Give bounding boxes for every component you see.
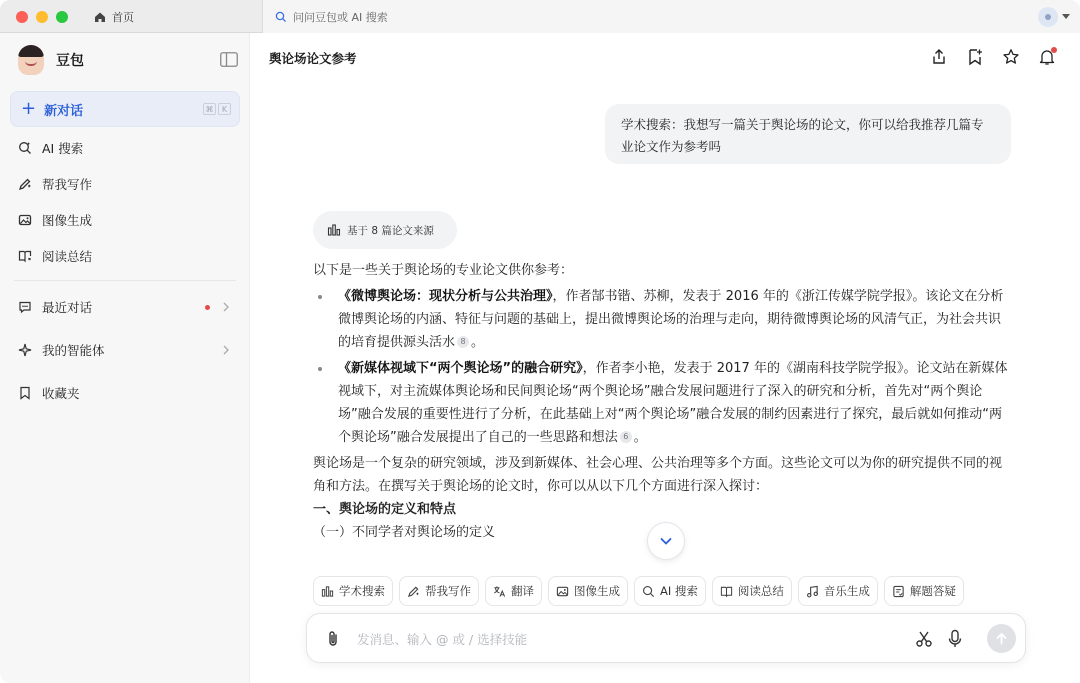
send-button[interactable] (987, 624, 1016, 653)
sidebar-item-recent-chats[interactable] (18, 296, 234, 318)
skill-academic-search[interactable] (313, 576, 393, 606)
citation-badge[interactable]: 8 (457, 336, 469, 348)
chevron-down-icon (659, 534, 673, 548)
star-icon (1002, 48, 1020, 66)
skill-label: 音乐生成 (823, 584, 870, 598)
share-icon (930, 48, 948, 66)
chevron-right-icon (222, 344, 230, 356)
paper-end: 。 (633, 430, 647, 445)
answer-summary: 舆论场是一个复杂的研究领域，涉及到新媒体、社会心理、公共治理等多个方面。这些论文可以为你的研究提供不同的视角和方法。在撰写关于舆论场的论文时，你可以从以下几个方面进行深入探讨： (313, 456, 1003, 494)
skill-reading[interactable] (712, 576, 792, 606)
tab-search-label: 问问豆包或 AI 搜索 (293, 10, 388, 24)
skill-writing[interactable] (399, 576, 479, 606)
sidebar-item-label: 图像生成 (42, 213, 93, 228)
minimize-window-button[interactable] (36, 11, 48, 23)
sidebar (0, 33, 250, 683)
sidebar-item-favorites[interactable] (18, 382, 234, 404)
add-bookmark-button[interactable] (966, 48, 984, 66)
page-title: 舆论场论文参考 (269, 51, 357, 66)
arrow-up-icon (995, 632, 1008, 645)
translate-icon (493, 585, 506, 598)
favorite-button[interactable] (1002, 48, 1020, 66)
sidebar-item-label: 我的智能体 (42, 343, 105, 358)
microphone-icon[interactable] (947, 629, 963, 649)
ai-search-icon (642, 585, 655, 598)
skill-solve[interactable] (884, 576, 964, 606)
pen-icon (18, 177, 32, 191)
skill-label: 解题答疑 (909, 584, 956, 598)
music-icon (806, 585, 819, 598)
top-actions (930, 48, 1056, 66)
sidebar-item-label: 收藏夹 (42, 386, 80, 401)
new-chat-label: 新对话 (44, 103, 84, 119)
sources-button[interactable] (313, 211, 457, 249)
chat-icon (18, 300, 32, 314)
list-item (313, 357, 1013, 449)
sidebar-item-ai-search[interactable] (18, 137, 234, 159)
message-composer (306, 613, 1026, 663)
chevron-right-icon (222, 301, 230, 313)
brand (18, 45, 84, 75)
paper-list (313, 285, 1013, 449)
brand-name: 豆包 (56, 53, 84, 69)
message-input[interactable] (357, 628, 897, 650)
skill-label: 图像生成 (574, 584, 620, 598)
image-icon (556, 585, 569, 598)
paper-body: ，作者郜书锴、苏柳，发表于 2016 年的《浙江传媒学院学报》。该论文在分析微博舆论场的内涵、特征与问题的基础上，提出微博舆论场的治理与走向，期待微博舆论场的风清气正，为社会共识的培育提供源头活水 (338, 289, 1004, 350)
citation-badge[interactable]: 6 (620, 431, 632, 443)
sidebar-item-label: 最近对话 (42, 300, 93, 315)
skill-label: 阅读总结 (737, 584, 784, 598)
scissors-icon[interactable] (915, 630, 933, 648)
notifications-button[interactable] (1038, 48, 1056, 66)
new-chat-button[interactable] (10, 91, 240, 127)
answer-intro: 以下是一些关于舆论场的专业论文供你参考： (313, 263, 574, 278)
notification-dot (1051, 47, 1057, 53)
skill-label: AI 搜索 (660, 584, 698, 598)
share-button[interactable] (930, 48, 948, 66)
scroll-to-bottom-button[interactable] (647, 522, 685, 560)
chat-main (251, 33, 1080, 683)
sidebar-item-image-gen[interactable] (18, 209, 234, 231)
ai-search-icon (18, 141, 32, 155)
shortcut-hint (203, 103, 231, 115)
paper-body: ，作者李小艳，发表于 2017 年的《湖南科技学院学报》。论文站在新媒体视域下，对主流媒体舆论场和民间舆论场“两个舆论场”融合发展问题进行了深入的研究和分析，首先对“两个舆论场”融合发展的重要性进行了分析，在此基础上对“两个舆论场”融合发展的制约因素进行了探究，最后就如何推动“两个舆论场”融合发展提出了自己的一些思路和想法 (338, 361, 1008, 445)
tab-home[interactable] (82, 0, 262, 33)
sidebar-item-my-agents[interactable] (18, 339, 234, 361)
skill-label: 帮我写作 (425, 584, 471, 598)
sidebar-item-writing[interactable] (18, 173, 234, 195)
sidebar-toggle-icon[interactable] (220, 52, 238, 67)
chart-icon (327, 223, 341, 237)
skill-bar (313, 576, 964, 606)
sidebar-item-label: 帮我写作 (42, 177, 93, 192)
skill-ai-search[interactable] (634, 576, 706, 606)
list-item (313, 285, 1013, 354)
skill-label: 学术搜索 (339, 584, 385, 598)
bookmark-icon (18, 386, 32, 400)
book-icon (18, 249, 32, 263)
bookmark-add-icon (966, 48, 984, 66)
sources-label: 基于 8 篇论文来源 (347, 224, 434, 237)
close-window-button[interactable] (16, 11, 28, 23)
subsection-heading: （一）不同学者对舆论场的定义 (313, 525, 496, 540)
home-icon (94, 11, 106, 23)
sidebar-item-label: 阅读总结 (42, 249, 93, 264)
sidebar-item-reading[interactable] (18, 245, 234, 267)
title-bar (0, 0, 1080, 33)
unread-dot (205, 305, 210, 310)
skill-image-gen[interactable] (548, 576, 628, 606)
book-icon (720, 585, 733, 598)
cmd-key: ⌘ (203, 103, 216, 115)
chevron-down-icon[interactable] (1062, 14, 1070, 19)
image-icon (18, 213, 32, 227)
skill-translate[interactable] (485, 576, 542, 606)
paperclip-icon[interactable] (325, 630, 341, 648)
tab-home-label: 首页 (112, 10, 134, 24)
zoom-window-button[interactable] (56, 11, 68, 23)
paper-title: 《微博舆论场：现状分析与公共治理》 (338, 289, 553, 304)
sidebar-divider (14, 280, 236, 281)
skill-music-gen[interactable] (798, 576, 878, 606)
paper-title: 《新媒体视域下“两个舆论场”的融合研究》 (338, 361, 583, 376)
solve-icon (892, 585, 905, 598)
pen-icon (407, 585, 420, 598)
assistant-answer (313, 259, 1013, 544)
user-avatar[interactable] (1038, 7, 1058, 27)
paper-end: 。 (471, 335, 485, 350)
ai-search-icon (275, 11, 287, 23)
skill-label: 翻译 (511, 584, 534, 598)
sidebar-item-label: AI 搜索 (42, 141, 84, 156)
tab-search[interactable] (262, 0, 1080, 33)
doubao-logo (18, 45, 44, 75)
k-key: K (218, 103, 231, 115)
plus-icon: + (21, 98, 37, 119)
sparkle-icon (18, 343, 32, 357)
chart-icon (321, 585, 334, 598)
section-heading: 一、舆论场的定义和特点 (313, 502, 457, 517)
user-message-bubble: 学术搜索：我想写一篇关于舆论场的论文，你可以给我推荐几篇专业论文作为参考吗 (605, 104, 1011, 164)
